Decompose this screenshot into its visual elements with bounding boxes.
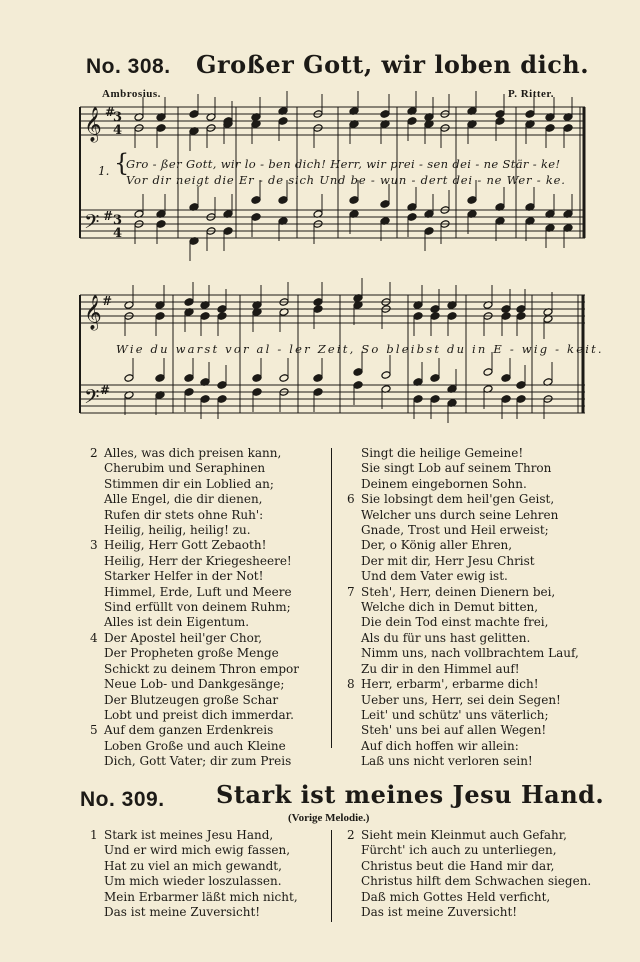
stanza-line (90, 600, 299, 615)
stanza-line (347, 859, 591, 874)
hymn-309-title: Stark ist meines Jesu Hand. (216, 780, 605, 809)
stanza-line-text: Der Apostel heil'ger Chor, (104, 630, 263, 645)
stanza-line-text: Heilig, Herr Gott Zebaoth! (104, 538, 267, 553)
stanza-line-text: Auf dich hoffen wir allein: (361, 738, 519, 753)
stanza-line (90, 843, 298, 858)
note-head (413, 312, 423, 321)
stanza-line-text: Der Blutzeugen große Schar (104, 692, 279, 707)
note-head (495, 110, 505, 119)
stanza-line (347, 631, 579, 646)
stanza-line-text: Leit' und schütz' uns väterlich; (361, 707, 549, 722)
note-head (353, 368, 363, 377)
stanza-line-text: Hat zu viel an mich gewandt, (104, 858, 282, 873)
system-1-bass-notes (134, 180, 573, 261)
stanza-line-text: Daß mich Gottes Held verficht, (361, 889, 551, 904)
stanza-line-text: Sieht mein Kleinmut auch Gefahr, (361, 828, 567, 842)
stanza-line-text: Singt die heilige Gemeine! (361, 446, 524, 460)
stanza-line-text: Cherubim und Seraphinen (104, 461, 266, 476)
stanza-line (347, 693, 579, 708)
stanza-line-text: Der, o König aller Ehren, (361, 538, 513, 553)
stanza-line (347, 477, 579, 492)
note-head (495, 117, 505, 126)
stanza-number: 4 (90, 630, 98, 645)
note-head (278, 196, 288, 205)
note-head (156, 124, 166, 133)
stanza-line (347, 508, 579, 523)
note-head (516, 305, 526, 314)
svg-text:3: 3 (113, 110, 123, 125)
stanza-line-text: Das ist meine Zuversicht! (361, 905, 518, 920)
stanza-line-text: Nimm uns, nach vollbrachtem Lauf, (361, 646, 579, 661)
hymn-308-stanzas-left (90, 446, 299, 770)
stanza-line-text: Dich, Gott Vater; dir zum Preis (104, 754, 292, 769)
stanza-line (347, 843, 591, 858)
note-head (380, 110, 390, 119)
stanza-line (90, 477, 299, 492)
note-head (251, 213, 261, 222)
stanza-line-text: Laß uns nicht verloren sein! (361, 754, 533, 769)
stanza-line-text: Deinem eingebornen Sohn. (361, 476, 527, 491)
stanza-line-text: Steh', Herr, deinen Dienern bei, (361, 584, 556, 599)
verse-1-number: 1. (98, 164, 110, 178)
stanza-number: 3 (90, 538, 98, 553)
svg-text:#: # (105, 105, 116, 119)
stanza-line (90, 554, 299, 569)
svg-text:4: 4 (113, 123, 123, 138)
note-head (155, 312, 165, 321)
note-head (184, 374, 194, 383)
verse-1-line-1: Gro - ßer Gott, wir lo - ben dich! Herr, wir prei - sen dei - ne Stär - ke! (126, 157, 561, 171)
note-head (313, 305, 323, 314)
stanza-line (347, 828, 591, 843)
hymn-309-stanzas-left (90, 828, 298, 920)
stanza-line (90, 890, 298, 905)
note-head (156, 220, 166, 229)
note-head (447, 312, 457, 321)
column-divider (331, 830, 332, 922)
note-head (430, 305, 440, 314)
system-1-treble-staff (80, 107, 585, 135)
stanza-line (90, 492, 299, 507)
bass-clef-icon: 𝄢 (84, 210, 100, 238)
note-head (483, 368, 493, 377)
stanza-line (347, 492, 579, 507)
stanza-line-text: Neue Lob- und Dankgesänge; (104, 677, 285, 692)
stanza-number: 6 (347, 492, 355, 507)
stanza-line (90, 538, 299, 553)
stanza-line (347, 708, 579, 723)
svg-text:#: # (103, 209, 114, 223)
hymn-308-number: No. 308. (86, 55, 171, 78)
note-head (313, 388, 323, 397)
note-head (424, 227, 434, 236)
stanza-line-text: Alles ist dein Eigentum. (104, 615, 250, 630)
note-head (252, 388, 262, 397)
stanza-number: 2 (347, 828, 355, 842)
stanza-line (90, 859, 298, 874)
stanza-line-text: Welche dich in Demut bitten, (361, 600, 539, 615)
stanza-line-text: Welcher uns durch seine Lehren (361, 507, 559, 522)
stanza-line-text: Der Propheten große Menge (104, 646, 279, 661)
stanza-number: 7 (347, 584, 355, 599)
note-head (217, 312, 227, 321)
note-head (200, 312, 210, 321)
stanza-number: 5 (90, 723, 98, 738)
note-head (563, 124, 573, 133)
stanza-line-text: Heilig, Herr der Kriegesheere! (104, 553, 292, 568)
note-head (501, 305, 511, 314)
stanza-line (347, 554, 579, 569)
treble-clef-icon: 𝄞 (84, 295, 102, 330)
stanza-line (90, 662, 299, 677)
stanza-line (90, 874, 298, 889)
note-head (353, 381, 363, 390)
stanza-line (90, 585, 299, 600)
stanza-line (347, 461, 579, 476)
hymn-308-title: Großer Gott, wir loben dich. (196, 50, 590, 79)
stanza-line (90, 905, 298, 920)
stanza-line (90, 631, 299, 646)
stanza-line-text: Schickt zu deinem Thron empor (104, 661, 300, 676)
stanza-line-text: Mein Erbarmer läßt mich nicht, (104, 889, 298, 904)
note-head (516, 312, 526, 321)
system-2-lyric: Wie du warst vor al - ler Zeit, So bleibst du in E - wig - keit. (116, 342, 604, 356)
stanza-number: 1 (90, 828, 98, 842)
stanza-line-text: Rufen dir stets ohne Ruh': (104, 507, 264, 522)
svg-text:#: # (100, 383, 111, 397)
stanza-line (347, 874, 591, 889)
column-divider (331, 448, 332, 748)
note-head (217, 395, 227, 404)
note-head (501, 374, 511, 383)
stanza-line (347, 538, 579, 553)
stanza-line (347, 754, 579, 769)
stanza-line (347, 739, 579, 754)
note-head (525, 110, 535, 119)
bass-clef-icon: 𝄢 (84, 385, 100, 413)
note-head (430, 395, 440, 404)
stanza-line-text: Christus hilft dem Schwachen siegen. (361, 874, 592, 889)
note-head (279, 374, 289, 383)
stanza-line-text: Der mit dir, Herr Jesu Christ (361, 553, 535, 568)
stanza-line-text: Heilig, heilig, heilig! zu. (104, 523, 251, 538)
note-head (313, 298, 323, 307)
stanza-line-text: Stark ist meines Jesu Hand, (104, 828, 274, 842)
note-head (252, 374, 262, 383)
stanza-line (90, 828, 298, 843)
note-head (217, 381, 227, 390)
stanza-line-text: Um mich wieder loszulassen. (104, 874, 282, 889)
stanza-line-text: Sie singt Lob auf seinem Thron (361, 461, 552, 476)
stanza-line (347, 615, 579, 630)
verse-1-line-2: Vor dir neigt die Er - de sich Und be - wun - dert dei - ne Wer - ke. (126, 173, 566, 187)
stanza-line (90, 508, 299, 523)
note-head (516, 395, 526, 404)
stanza-line-text: Christus beut die Hand mir dar, (361, 858, 555, 873)
stanza-line-text: Auf dem ganzen Erdenkreis (104, 723, 274, 738)
stanza-line-text: Die dein Tod einst machte frei, (361, 615, 549, 630)
note-head (501, 312, 511, 321)
note-head (545, 124, 555, 133)
note-head (200, 395, 210, 404)
note-head (278, 117, 288, 126)
stanza-line-text: Und dem Vater ewig ist. (361, 569, 508, 584)
stanza-line-text: Fürcht' ich auch zu unterliegen, (361, 843, 557, 858)
note-head (407, 117, 417, 126)
note-head (217, 305, 227, 314)
hymn-309-melody-note: (Vorige Melodie.) (288, 812, 370, 824)
note-head (380, 200, 390, 209)
stanza-line-text: Loben Große und auch Kleine (104, 738, 286, 753)
note-head (430, 312, 440, 321)
svg-text:#: # (102, 294, 113, 308)
note-head (407, 213, 417, 222)
stanza-line-text: Herr, erbarm', erbarme dich! (361, 677, 539, 692)
stanza-line (347, 723, 579, 738)
note-head (430, 374, 440, 383)
stanza-line (90, 693, 299, 708)
stanza-line (347, 585, 579, 600)
note-head (184, 298, 194, 307)
lyric-brace: { (114, 149, 130, 177)
stanza-line (90, 569, 299, 584)
stanza-line-text: Das ist meine Zuversicht! (104, 905, 261, 920)
stanza-number: 8 (347, 677, 355, 692)
note-head (124, 374, 134, 383)
stanza-line (90, 646, 299, 661)
stanza-line-text: Gnade, Trost und Heil erweist; (361, 523, 549, 538)
stanza-line (347, 523, 579, 538)
stanza-line-text: Und er wird mich ewig fassen, (104, 843, 291, 858)
treble-clef-icon: 𝄞 (84, 107, 102, 142)
stanza-line (347, 677, 579, 692)
stanza-line-text: Ueber uns, Herr, sei dein Segen! (361, 692, 561, 707)
stanza-line-text: Himmel, Erde, Luft und Meere (104, 584, 292, 599)
note-head (251, 196, 261, 205)
stanza-line-text: Stimmen dir ein Loblied an; (104, 476, 274, 491)
stanza-line (90, 723, 299, 738)
hymn-309-stanzas-right (347, 828, 591, 920)
hymn-309-number: No. 309. (80, 788, 165, 811)
stanza-number: 2 (90, 446, 98, 460)
note-head (349, 196, 359, 205)
note-head (189, 110, 199, 119)
stanza-line-text: Lobt und preist dich immerdar. (104, 707, 294, 722)
stanza-line (90, 523, 299, 538)
hymn-308-stanzas-right (347, 446, 579, 770)
stanza-line-text: Alle Engel, die dir dienen, (104, 492, 263, 507)
stanza-line-text: Zu dir in den Himmel auf! (361, 661, 520, 676)
system-1-bass-staff (80, 210, 585, 238)
note-head (155, 374, 165, 383)
stanza-line (90, 739, 299, 754)
stanza-line (347, 890, 591, 905)
note-head (223, 227, 233, 236)
hymn-308-credit-left: Ambrosius. (102, 88, 161, 100)
stanza-line (347, 662, 579, 677)
stanza-line (347, 905, 591, 920)
note-head (501, 395, 511, 404)
stanza-line (90, 461, 299, 476)
note-head (413, 395, 423, 404)
stanza-line (90, 754, 299, 769)
stanza-line (347, 569, 579, 584)
stanza-line (347, 646, 579, 661)
stanza-line (347, 600, 579, 615)
note-head (467, 196, 477, 205)
note-head (313, 374, 323, 383)
stanza-line (347, 446, 579, 461)
stanza-line-text: Alles, was dich preisen kann, (104, 446, 282, 460)
stanza-line-text: Starker Helfer in der Not! (104, 569, 264, 584)
system-2-bass-notes (124, 352, 553, 423)
hymn-308-credit-right: P. Ritter. (508, 88, 555, 100)
note-head (184, 388, 194, 397)
svg-text:3: 3 (113, 213, 123, 228)
stanza-line-text: Sind erfüllt von deinem Ruhm; (104, 600, 291, 615)
stanza-line (90, 446, 299, 461)
stanza-line (90, 708, 299, 723)
note-head (516, 381, 526, 390)
stanza-line-text: Sie lobsingt dem heil'gen Geist, (361, 492, 555, 507)
stanza-line-text: Steh' uns bei auf allen Wegen! (361, 723, 547, 738)
note-head (381, 371, 391, 380)
music-notation (0, 0, 640, 430)
stanza-line (90, 615, 299, 630)
stanza-line-text: Als du für uns hast gelitten. (361, 630, 531, 645)
stanza-line (90, 677, 299, 692)
svg-text:4: 4 (113, 226, 123, 241)
